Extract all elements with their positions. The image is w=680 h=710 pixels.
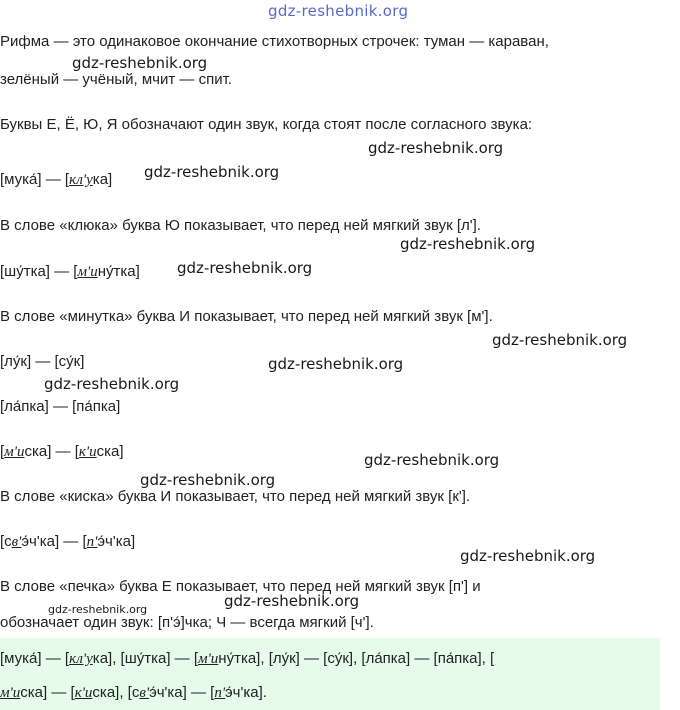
transcription-line-2 (0, 262, 140, 282)
handwritten-part: п' (86, 534, 98, 550)
handwritten-part: м'и (4, 444, 25, 460)
handwritten-part: м'и (77, 264, 98, 280)
watermark: gdz-reshebnik.org (72, 54, 208, 72)
transcription-part: ка] (92, 171, 113, 188)
watermark: gdz-reshebnik.org (400, 235, 536, 253)
watermark: gdz-reshebnik.org (140, 471, 276, 489)
watermark: gdz-reshebnik.org (368, 139, 504, 157)
handwritten-part: в' (11, 534, 22, 550)
handwritten-part: кл'у (69, 172, 93, 188)
transcription-part: ска] (96, 443, 124, 460)
answer-part: э́ч'ка] — [ (149, 684, 215, 701)
transcription-part: [мука́] — [ (0, 171, 70, 188)
handwritten-part: кл'у (69, 651, 93, 667)
transcription-line-5 (0, 442, 124, 462)
text-line-pechka: В слове «печка» буква Е показывает, что перед ней мягкий звук [п'] и (0, 578, 481, 595)
handwritten-part: в' (139, 685, 150, 701)
answer-part: ну́тка], [лу́к] — [су́к], [ла́пка] — [па́пка], [ (218, 650, 495, 667)
watermark: gdz-reshebnik.org (177, 259, 313, 277)
transcription-line-3: [лу́к] — [су́к] (0, 353, 85, 370)
transcription-line-6 (0, 532, 135, 552)
answer-part: ска] — [ (20, 684, 75, 701)
transcription-part: [шу́тка] — [ (0, 263, 78, 280)
transcription-part: э́ч'ка] — [ (21, 533, 87, 550)
answer-part: ска], [с (92, 684, 140, 701)
handwritten-part: п' (214, 685, 226, 701)
text-line-rhyme: Рифма — это одинаковое окончание стихотворных строчек: туман — караван, (0, 33, 549, 50)
text-line-kiska: В слове «киска» буква И показывает, что перед ней мягкий звук [к']. (0, 488, 471, 505)
answer-part: [мука́] — [ (0, 650, 70, 667)
watermark: gdz-reshebnik.org (48, 603, 148, 616)
transcription-part: ска] — [ (24, 443, 79, 460)
text-line-klyuka: В слове «клюка» буква Ю показывает, что перед ней мягкий звук [л']. (0, 217, 481, 234)
transcription-line-1 (0, 170, 112, 190)
transcription-line-4: [ла́пка] — [па́пка] (0, 398, 121, 415)
answer-line-1 (0, 649, 494, 669)
answer-line-2 (0, 683, 267, 703)
handwritten-part: м'и (198, 651, 219, 667)
answer-part: э́ч'ка]. (225, 684, 267, 701)
watermark: gdz-reshebnik.org (492, 331, 628, 349)
transcription-part: [с (0, 533, 12, 550)
watermark: gdz-reshebnik.org (144, 163, 280, 181)
text-line-minutka: В слове «минутка» буква И показывает, что перед ней мягкий звук [м']. (0, 308, 493, 325)
handwritten-part: м'и (0, 685, 21, 701)
watermark: gdz-reshebnik.org (268, 2, 409, 20)
transcription-part: э́ч'ка] (97, 533, 136, 550)
text-line-rhyme-examples: зелёный — учёный, мчит — спит. (0, 71, 232, 88)
text-line-pechka-cont: обозначает один звук: [п'э́]чка; Ч — всегда мягкий [ч']. (0, 614, 374, 631)
answer-part: ка], [шу́тка] — [ (92, 650, 199, 667)
text-line-letters-rule: Буквы Е, Ё, Ю, Я обозначают один звук, когда стоят после согласного звука: (0, 116, 533, 133)
watermark: gdz-reshebnik.org (364, 451, 500, 469)
watermark: gdz-reshebnik.org (268, 355, 404, 373)
transcription-part: [ (0, 443, 5, 460)
handwritten-part: к'и (74, 685, 93, 701)
watermark: gdz-reshebnik.org (460, 547, 596, 565)
watermark: gdz-reshebnik.org (44, 375, 180, 393)
handwritten-part: к'и (78, 444, 97, 460)
transcription-part: ну́тка] (97, 263, 140, 280)
watermark: gdz-reshebnik.org (224, 592, 360, 610)
